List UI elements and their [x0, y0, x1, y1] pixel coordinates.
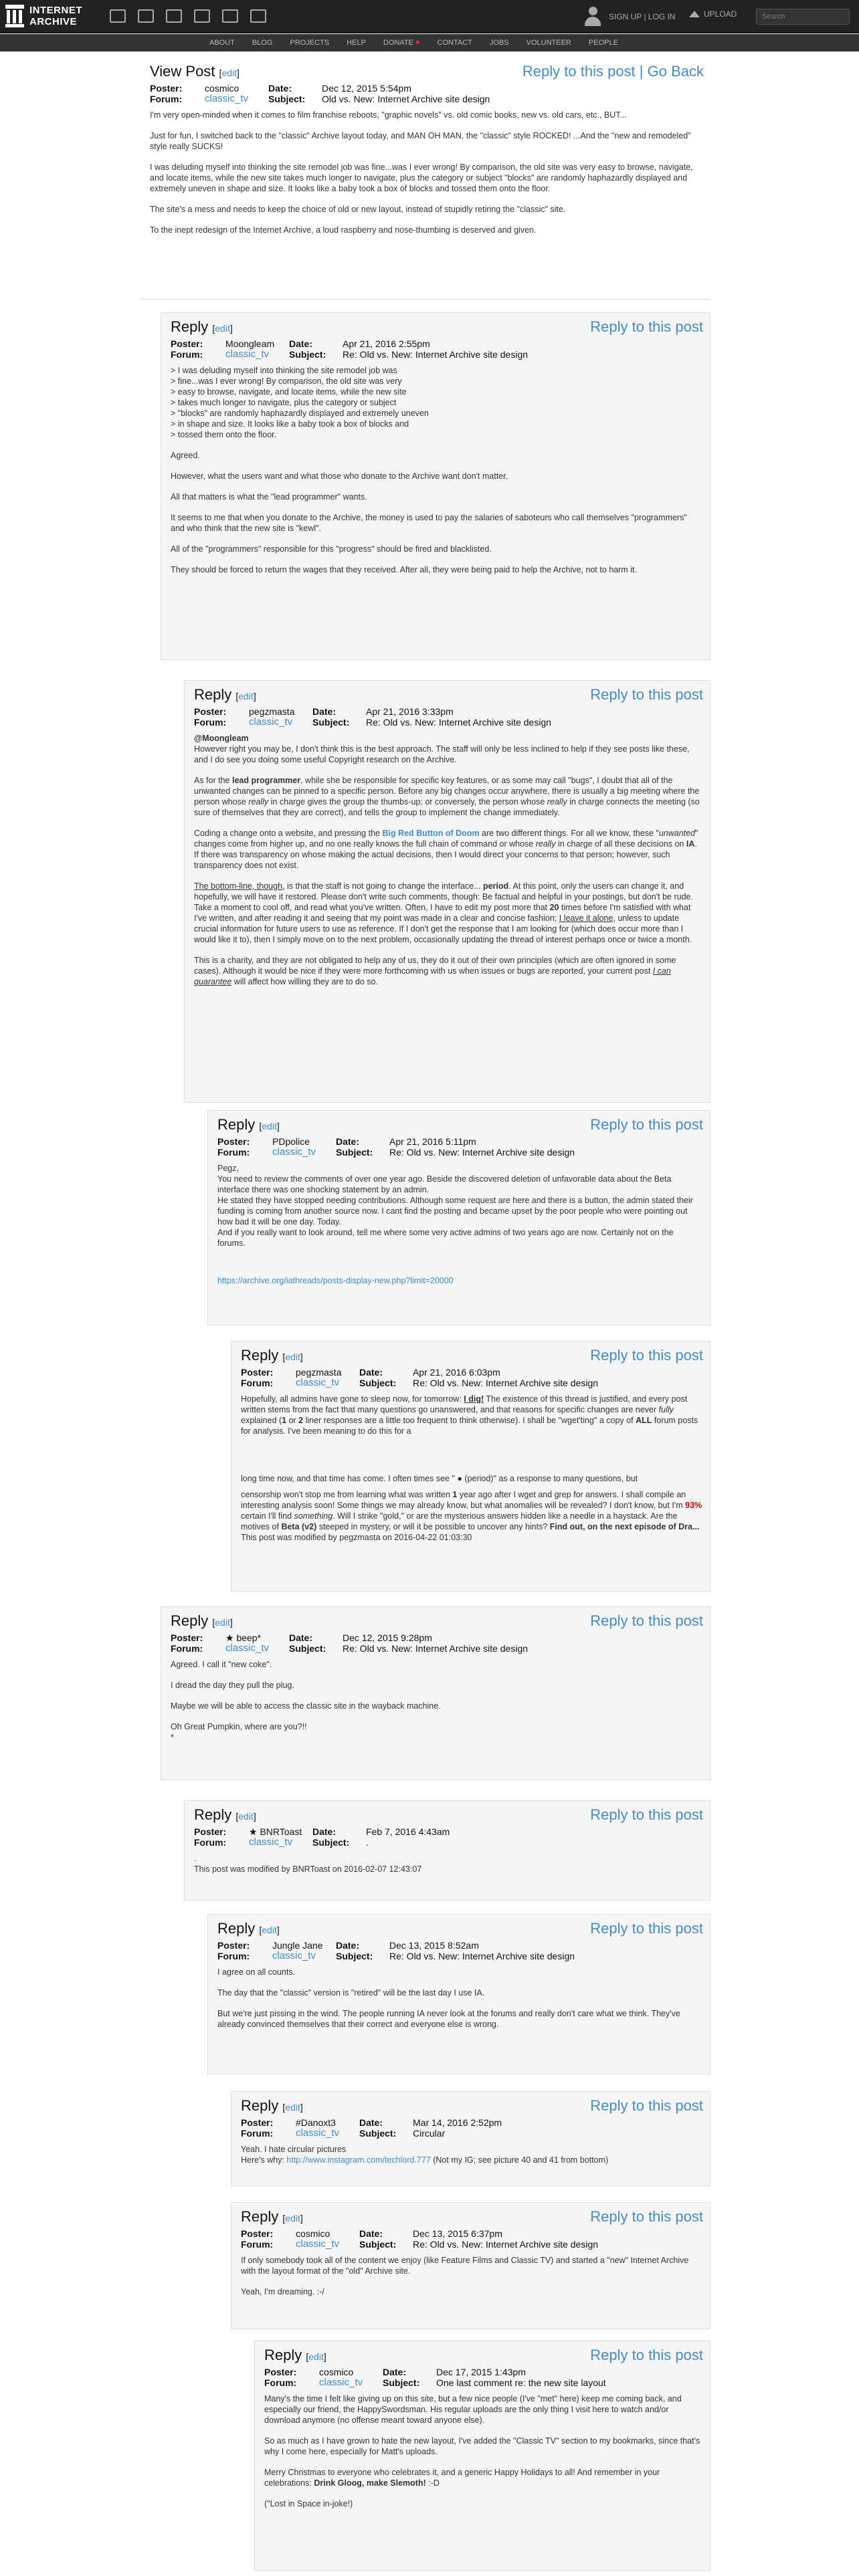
- post-date: Feb 7, 2016 4:43am: [366, 1826, 450, 1837]
- edit-link[interactable]: edit: [238, 691, 254, 702]
- post-body: I agree on all counts. The day that the "classic" version is "retired" will be the last day I use IA. But we're just pissing in the wind. The people running IA never look at the forums and really don't care what we think. They've already convinced themselves that their correct and everyone else is wrong.: [217, 1967, 680, 2029]
- forum-link[interactable]: classic_tv: [225, 1642, 270, 1654]
- post-date: Apr 21, 2016 6:03pm: [413, 1367, 500, 1378]
- reply-to-post-link[interactable]: Reply to this post: [590, 1116, 703, 1133]
- reply-post: Reply [edit] Reply to this post Poster: cosmico Date: Dec 13, 2015 6:37pm Forum: classic_tv Subject: Re: Old vs. New: Internet Archive site design If only somebody took all of the content we enjoy (like Feature Films and Classic TV) and started a "new" Internet Archive with the layout format of the "old" Archive site. Yeah, I'm dreaming. :-/: [231, 2202, 710, 2329]
- post-date: Apr 21, 2016 3:33pm: [366, 706, 454, 717]
- edit-link[interactable]: edit: [285, 2213, 300, 2224]
- post-meta: Poster: #Danoxt3 Date: Mar 14, 2016 2:52pm Forum: classic_tv Subject: Circular: [241, 2117, 703, 2139]
- post-body: Many's the time I felt like giving up on this site, but a few nice people (I've "met" here) keep me coming back, and especially our friend, the HappySwordsman. His regular uploads are the only thing I visit here to watch and/or download anymore (no offense meant toward anyone else). So as much as I have grown to hate the new layout, I've added the "Classic TV" section to my bookmarks, since that's why I come here, especially for Matt's uploads. Merry Christmas to everyone who celebrates it, and a generic Happy Holidays to all! And remember in your celebrations: Drink Gloog, make Slemoth! :-D ("Lost in Space in-joke!): [264, 2394, 700, 2508]
- reply-post: Reply [edit] Reply to this post Poster: cosmico Date: Dec 17, 2015 1:43pm Forum: classic_tv Subject: One last comment re: the new site layout Many's the time I felt like giving up on this site, but a few nice people (I've "met" here) keep me coming back, and especially our friend, the HappySwordsman. His regular uploads are the only thing I visit here to watch and/or download anymore (no offense meant toward anyone else). So as much as I have grown to hate the new layout, I've added the "Classic TV" section to my bookmarks, since that's why I come here, especially for Matt's uploads. Merry Christmas to everyone who celebrates it, and a generic Happy Holidays to all! And remember in your celebrations: Drink Gloog, make Slemoth! :-D ("Lost in Space in-joke!): [254, 2341, 710, 2571]
- reply-post: Reply [edit] Reply to this post Poster: #Danoxt3 Date: Mar 14, 2016 2:52pm Forum: classic_tv Subject: Circular Yeah. I hate circular pictures Here's why: http://www.instagram.com/techlord.777 (Not my IG; see picture 40 and 41 from bottom): [231, 2091, 710, 2186]
- post-meta: Poster: cosmico Date: Dec 13, 2015 6:37pm Forum: classic_tv Subject: Re: Old vs. New: Internet Archive site design: [241, 2228, 703, 2250]
- poster-name: cosmico: [319, 2367, 354, 2377]
- reply-post: Reply [edit] Reply to this post Poster: Jungle Jane Date: Dec 13, 2015 8:52am Forum: classic_tv Subject: Re: Old vs. New: Internet Archive site design I agree on all counts. The day that the "classic" version is "retired" will be the last day I use IA. But we're just pissing in the wind. The people running IA never look at the forums and really don't care what we think. They've already convinced themselves that their correct and everyone else is wrong.: [207, 1914, 710, 2074]
- reply-to-post-link[interactable]: Reply to this post: [590, 2097, 703, 2114]
- nav-blog[interactable]: BLOG: [252, 39, 273, 47]
- audio-icon[interactable]: [194, 9, 210, 23]
- web-icon[interactable]: [110, 9, 126, 23]
- heart-icon: ♥: [415, 39, 420, 47]
- poster-name: pegzmasta: [296, 1367, 342, 1378]
- post-subject: Re: Old vs. New: Internet Archive site design: [389, 1147, 575, 1158]
- post-subject: Re: Old vs. New: Internet Archive site design: [413, 2239, 599, 2250]
- forum-link[interactable]: classic_tv: [225, 348, 270, 360]
- top-bar: [0, 0, 859, 33]
- reply-to-post-link[interactable]: Reply to this post: [590, 1806, 703, 1823]
- post-title: View Post [edit]: [150, 63, 240, 80]
- user-menu[interactable]: [583, 7, 676, 27]
- nav-volunteer[interactable]: VOLUNTEER: [526, 39, 571, 47]
- edit-link[interactable]: edit: [285, 2102, 300, 2113]
- modified-note: This post was modified by pegzmasta on 2016-04-22 01:03:30: [241, 1533, 472, 1542]
- post-date: Apr 21, 2016 2:55pm: [343, 338, 430, 349]
- edit-link[interactable]: edit: [285, 1352, 300, 1362]
- reply-post: Reply [edit] Reply to this post Poster: pegzmasta Date: Apr 21, 2016 6:03pm Forum: classic_tv Subject: Re: Old vs. New: Internet Archive site design Hopefully, all admins have gone to sleep now, for tomorrow: I dig! The existence of this thread is justified, and every post written stems from the fact that many questions go unanswered, and that reasons for specific changes are never fully explained (1 or 2 liner responses are a little too frequent to think otherwise). I shall be "wget'ting" a copy of ALL forum posts for analysis. I've been meaning to do this for a long time now, and that time has come. I often times see " ● (period)" as a response to many questions, but censorship won't stop me from learning what was written 1 year ago after I wget and grep for answers. I shall compile an interesting analysis soon! Some things we may already know, but what anomalies will be revealed? I don't know, but I'm 93% certain I'll find something. Will I strike "gold," or are the mysterious answers hidden like a needle in a haystack. Are the motives of Beta (v2) steeped in mystery, or will it be possible to uncover any hints? Find out, on the next episode of Dra... This post was modified by pegzmasta on 2016-04-22 01:03:30: [231, 1341, 710, 1592]
- modified-note: This post was modified by BNRToast on 2016-02-07 12:43:07: [194, 1864, 422, 1874]
- post-date: Dec 13, 2015 6:37pm: [413, 2228, 502, 2239]
- star-icon: ★: [249, 1826, 258, 1837]
- signup-login-link[interactable]: SIGN UP | LOG IN: [609, 12, 676, 21]
- post-subject: .: [366, 1837, 369, 1848]
- nav-donate[interactable]: [375, 34, 429, 51]
- post-body: If only somebody took all of the content we enjoy (like Feature Films and Classic TV) and started a "new" Internet Archive with the layout format of the "old" Archive site. Yeah, I'm dreaming. :-/: [241, 2256, 689, 2296]
- reply-to-post-link[interactable]: Reply to this post: [590, 686, 703, 703]
- forum-link[interactable]: classic_tv: [249, 716, 293, 728]
- logo-line1: INTERNET: [29, 5, 82, 16]
- star-icon: ★: [225, 1632, 234, 1643]
- reply-to-post-link[interactable]: Reply to this post: [590, 318, 703, 335]
- poster-name: PDpolice: [272, 1136, 310, 1147]
- reply-post: Reply [edit] Reply to this post Poster: ★ BNRToast Date: Feb 7, 2016 4:43am Forum: classic_tv Subject: . . This post was modified by BNRToast on 2016-02-07 12:43:07: [184, 1800, 710, 1901]
- edit-link[interactable]: edit: [262, 1925, 277, 1935]
- archive-url-link[interactable]: https://archive.org/iathreads/posts-display-new.php?limit=20000: [217, 1276, 454, 1285]
- poster-name: Jungle Jane: [272, 1940, 323, 1951]
- post-date: Dec 13, 2015 8:52am: [389, 1940, 479, 1951]
- forum-link[interactable]: classic_tv: [319, 2377, 363, 2388]
- upload-icon: [689, 11, 700, 17]
- post-subject: One last comment re: the new site layout: [436, 2377, 606, 2388]
- user-icon: [583, 7, 602, 27]
- post-date: Mar 14, 2016 2:52pm: [413, 2117, 502, 2128]
- reply-to-post-link[interactable]: Reply to this post: [590, 1920, 703, 1937]
- forum-link[interactable]: classic_tv: [272, 1950, 316, 1961]
- poster-name: Moongleam: [225, 338, 275, 349]
- post-subject: Re: Old vs. New: Internet Archive site design: [389, 1951, 575, 1961]
- post-body: Pegz, You need to review the comments of over one year ago. Beside the discovered deletion of unfavorable data about the Beta interface there was one shocking statement by an admin. He stated they have stopped needing contributions. Although some request are here and there is a button, the admin stated their funding is coming from another source now. I cant find the posting and became upset by the poor people who were pointing out how bad it will be one day. Today. And if you really want to look around, tell me where some very active admins of two years ago are now. Certainly not on the forums. https://archive.org/iathreads/posts-display-new.php?limit=20000: [217, 1164, 693, 1285]
- reply-to-post-link[interactable]: Reply to this post: [522, 63, 636, 80]
- post-meta: Poster: Moongleam Date: Apr 21, 2016 2:55pm Forum: classic_tv Subject: Re: Old vs. New: Internet Archive site design: [171, 338, 703, 360]
- original-post: View Post [edit] Reply to this post | Go Back Poster: cosmico Date: Dec 12, 2015 5:54pm Forum: classic_tv Subject: Old vs. New: Internet Archive site design I'm very open-minded when it comes to film franchise reboots, "graphic novels" vs. old comic books, new vs. old cars, etc., BUT... Just for fun, I switched back to the "classic" Archive layout today, and MAN OH MAN, the "classic" style ROCKED! ...And the "new and remodeled" style really SUCKS! I was deluding myself into thinking the site remodel job was fine...was I ever wrong! By comparison, the old site was very easy to browse, navigate, and locate items, while the new site takes much longer to navigate, plus the category or subject "blocks" are randomly haphazardly displayed and extremely uneven in shape and size. It looks like a baby took a box of blocks and tossed them onto the floor. The site's a mess and needs to keep the choice of old or new layout, instead of stupidly retiring the "classic" site. To the inept redesign of the Internet Archive, a loud raspberry and nose-thumbing is deserved and given.: [140, 58, 710, 300]
- post-meta: Poster: pegzmasta Date: Apr 21, 2016 6:03pm Forum: classic_tv Subject: Re: Old vs. New: Internet Archive site design: [241, 1367, 703, 1388]
- post-date: Dec 12, 2015 9:28pm: [343, 1632, 432, 1643]
- poster-name: ★ BNRToast: [249, 1826, 302, 1837]
- forum-link[interactable]: classic_tv: [205, 93, 249, 104]
- search-input[interactable]: Search: [756, 9, 850, 25]
- nav-jobs[interactable]: JOBS: [489, 39, 509, 47]
- post-meta: Poster: PDpolice Date: Apr 21, 2016 5:11pm Forum: classic_tv Subject: Re: Old vs. New: Internet Archive site design: [217, 1136, 703, 1158]
- nav-projects[interactable]: PROJECTS: [290, 39, 330, 47]
- poster-name: cosmico: [205, 83, 240, 94]
- go-back-link[interactable]: Go Back: [647, 63, 704, 80]
- reply-to-post-link[interactable]: Reply to this post: [590, 2347, 703, 2363]
- post-subject: Re: Old vs. New: Internet Archive site design: [366, 717, 552, 728]
- nav-donate-label: DONATE: [383, 39, 413, 47]
- reply-to-post-link[interactable]: Reply to this post: [590, 1612, 703, 1629]
- post-body: Agreed. I call it "new coke". I dread the day they pull the plug. Maybe we will be able to access the classic site in the wayback machine. Oh Great Pumpkin, where are you?!! *: [171, 1660, 441, 1742]
- nav-people[interactable]: PEOPLE: [588, 39, 618, 47]
- nav-contact[interactable]: CONTACT: [437, 39, 472, 47]
- reply-to-post-link[interactable]: Reply to this post: [590, 2208, 703, 2225]
- post-meta: Poster: cosmico Date: Dec 17, 2015 1:43pm Forum: classic_tv Subject: One last comment re: the new site layout: [264, 2367, 703, 2388]
- post-body: @Moongleam However right you may be, I don't think this is the best approach. The staff will only be less inclined to help if they see posts like these, and I do see you doing some useful Copyright research on the Archive. As for the lead programmer, while she be responsible for specific key features, or as some may call "bugs", I doubt that all of the unwanted changes can be pinned to a specific person. Before any big changes occur anywhere, there is usually a big meeting where the person whose really in charge gives the group the thumbs-up; or conversely, the person whose really in charge connects the meeting (so sure of themselves that they are correct), and tells the group to implement the change immediately. Coding a change onto a website, and pressing the Big Red Button of Doom are two different things. For all we know, these "unwanted" changes come from higher up, and no one really knows the full chain of command or whose really in charge of all these decisions on IA. If there was transparency on whose making the actual decisions, then I would direct your concerns to that person; however, such transparency does not exist. The bottom-line, though, is that the staff is not going to change the interface... period. At this point, only the users can change it, and hopefully, we will have it restored. Please don't write such comments, though: Be factual and helpful in your postings, but don't be rude. Take a moment to cool off, and read what you've written. Often, I have to edit my post more that 20 times before I'm satisfied with what I've written, and after reading it and seeing that my point was made in a clear and concise fashion; I leave it alone, unless to update crucial information for future users to use as reference. If I don't get the response that I am looking for (which does occur more than I would like it to), then I simply move on to the next problem, occasionally updating the thread of interest perhaps once or twice a month. This is a charity, and they are not obligated to help any of us, they do it out of their own principles (which are often ignored in some cases). Although it would be nice if they were more forthcoming with us when issues or bugs are reported, your current post I can guarantee will affect how willing they are to do so.: [194, 734, 700, 986]
- forum-link[interactable]: classic_tv: [296, 2238, 340, 2250]
- forum-link[interactable]: classic_tv: [296, 1377, 340, 1388]
- poster-name: ★ beep*: [225, 1632, 262, 1643]
- video-icon[interactable]: [166, 9, 182, 23]
- post-subject: Circular: [413, 2128, 446, 2139]
- post-body: > I was deluding myself into thinking the site remodel job was > fine...was I ever wrong! By comparison, the old site was very > easy to browse, navigate, and locate items, while the new site > takes much longer to navigate, plus the category or subject > "blocks" are randomly haphazardly displayed and extremely uneven > in shape and size. It looks like a baby took a box of blocks and > tossed them onto the floor. Agreed. However, what the users want and what those who donate to the Archive want don't matter. All that matters is what the "lead programmer" wants. It seems to me that when you donate to the Archive, the money is used to pay the salaries of saboteurs who call themselves "programmers" and who think that the new site is "kewl". All of the "programmers" responsible for this "progress" should be fired and blacklisted. They should be forced to return the wages that they received. After all, they were being paid to help the Archive, not to harm it.: [171, 366, 687, 574]
- upload-label: UPLOAD: [704, 9, 737, 19]
- post-meta: Poster: cosmico Date: Dec 12, 2015 5:54pm Forum: classic_tv Subject: Old vs. New: Internet Archive site design: [150, 83, 704, 104]
- poster-name: #Danoxt3: [296, 2117, 336, 2128]
- post-subject: Old vs. New: Internet Archive site design: [322, 94, 490, 104]
- upload-button[interactable]: [689, 9, 737, 19]
- forum-link[interactable]: classic_tv: [296, 2127, 340, 2139]
- forum-link[interactable]: classic_tv: [272, 1146, 316, 1158]
- software-icon[interactable]: [222, 9, 238, 23]
- reply-to-post-link[interactable]: Reply to this post: [590, 1347, 703, 1364]
- reply-post: Reply [edit] Reply to this post Poster: Moongleam Date: Apr 21, 2016 2:55pm Forum: classic_tv Subject: Re: Old vs. New: Internet Archive site design > I was deluding myself into thinking the site remodel job was > fine...was I ever wrong! By comparison, the old site was very > easy to browse, navigate, and locate items, while the new site > takes much longer to navigate, plus the category or subject > "blocks" are randomly haphazardly displayed and extremely uneven > in shape and size. It looks like a baby took a box of blocks and > tossed them onto the floor. Agreed. However, what the users want and what those who donate to the Archive want don't matter. All that matters is what the "lead programmer" wants. It seems to me that when you donate to the Archive, the money is used to pay the salaries of saboteurs who call themselves "programmers" and who think that the new site is "kewl". All of the "programmers" responsible for this "progress" should be fired and blacklisted. They should be forced to return the wages that they received. After all, they were being paid to help the Archive, not to harm it.: [161, 312, 710, 660]
- logo-line2: ARCHIVE: [29, 16, 78, 27]
- post-meta: Poster: Jungle Jane Date: Dec 13, 2015 8:52am Forum: classic_tv Subject: Re: Old vs. New: Internet Archive site design: [217, 1940, 703, 1961]
- edit-link[interactable]: edit: [308, 2351, 324, 2362]
- reply-post: Reply [edit] Reply to this post Poster: PDpolice Date: Apr 21, 2016 5:11pm Forum: classic_tv Subject: Re: Old vs. New: Internet Archive site design Pegz, You need to review the comments of over one year ago. Beside the discovered deletion of unfavorable data about the Beta interface there was one shocking statement by an admin. He stated they have stopped needing contributions. Although some request are here and there is a button, the admin stated their funding is coming from another source now. I cant find the posting and became upset by the poor people who were pointing out how bad it will be one day. Today. And if you really want to look around, tell me where some very active admins of two years ago are now. Certainly not on the forums. https://archive.org/iathreads/posts-display-new.php?limit=20000: [207, 1110, 710, 1325]
- post-date: Dec 17, 2015 1:43pm: [436, 2367, 526, 2377]
- post-date: Dec 12, 2015 5:54pm: [322, 83, 411, 94]
- edit-link[interactable]: edit: [215, 1617, 230, 1628]
- reply-post: Reply [edit] Reply to this post Poster: ★ beep* Date: Dec 12, 2015 9:28pm Forum: classic_tv Subject: Re: Old vs. New: Internet Archive site design Agreed. I call it "new coke". I dread the day they pull the plug. Maybe we will be able to access the classic site in the wayback machine. Oh Great Pumpkin, where are you?!! *: [161, 1606, 710, 1780]
- poster-name: cosmico: [296, 2228, 330, 2239]
- edit-link[interactable]: edit: [238, 1811, 254, 1822]
- nav-help[interactable]: HELP: [347, 39, 366, 47]
- post-meta: Poster: ★ BNRToast Date: Feb 7, 2016 4:43am Forum: classic_tv Subject: .: [194, 1826, 703, 1848]
- internet-archive-logo[interactable]: [5, 5, 82, 27]
- post-subject: Re: Old vs. New: Internet Archive site design: [413, 1378, 599, 1388]
- post-date: Apr 21, 2016 5:11pm: [389, 1136, 476, 1147]
- edit-link[interactable]: edit: [215, 323, 230, 334]
- post-body: Yeah. I hate circular pictures Here's why: http://www.instagram.com/techlord.777 (Not my IG; see picture 40 and 41 from bottom): [241, 2145, 609, 2165]
- post-meta: Poster: ★ beep* Date: Dec 12, 2015 9:28pm Forum: classic_tv Subject: Re: Old vs. New: Internet Archive site design: [171, 1632, 703, 1654]
- texts-icon[interactable]: [138, 9, 154, 23]
- reply-post: Reply [edit] Reply to this post Poster: pegzmasta Date: Apr 21, 2016 3:33pm Forum: classic_tv Subject: Re: Old vs. New: Internet Archive site design @Moongleam However right you may be, I don't think this is the best approach. The staff will only be less inclined to help if they see posts like these, and I do see you doing some useful Copyright research on the Archive. As for the lead programmer, while she be responsible for specific key features, or as some may call "bugs", I doubt that all of the unwanted changes can be pinned to a specific person. Before any big changes occur anywhere, there is usually a big meeting where the person whose really in charge gives the group the thumbs-up; or conversely, the person whose really in charge connects the meeting (so sure of themselves that they are correct), and tells the group to implement the change immediately. Coding a change onto a website, and pressing the Big Red Button of Doom are two different things. For all we know, these "unwanted" changes come from higher up, and no one really knows the full chain of command or whose really in charge of all these decisions on IA. If there was transparency on whose making the actual decisions, then I would direct your concerns to that person; however, such transparency does not exist. The bottom-line, though, is that the staff is not going to change the interface... period. At this point, only the users can change it, and hopefully, we will have it restored. Please don't write such comments, though: Be factual and helpful in your postings, but don't be rude. Take a moment to cool off, and read what you've written. Often, I have to edit my post more that 20 times before I'm satisfied with what I've written, and after reading it and seeing that my point was made in a clear and concise fashion; I leave it alone, unless to update crucial information for future users to use as reference. If I don't get the response that I am looking for (which does occur more than I would like it to), then I simply move on to the next problem, occasionally updating the thread of interest perhaps once or twice a month. This is a charity, and they are not obligated to help any of us, they do it out of their own principles (which are often ignored in some cases). Although it would be nice if they were more forthcoming with us when issues or bugs are reported, your current post I can guarantee will affect how willing they are to do so.: [184, 680, 710, 1103]
- post-body: I'm very open-minded when it comes to film franchise reboots, "graphic novels" vs. old comic books, new vs. old cars, etc., BUT... Just for fun, I switched back to the "classic" Archive layout today, and MAN OH MAN, the "classic" style ROCKED! ...And the "new and remodeled" style really SUCKS! I was deluding myself into thinking the site remodel job was fine...was I ever wrong! By comparison, the old site was very easy to browse, navigate, and locate items, while the new site takes much longer to navigate, plus the category or subject "blocks" are randomly haphazardly displayed and extremely uneven in shape and size. It looks like a baby took a box of blocks and tossed them onto the floor. The site's a mess and needs to keep the choice of old or new layout, instead of stupidly retiring the "classic" site. To the inept redesign of the Internet Archive, a loud raspberry and nose-thumbing is deserved and given.: [150, 110, 693, 235]
- poster-name: pegzmasta: [249, 706, 295, 717]
- edit-link[interactable]: edit: [262, 1121, 277, 1132]
- post-subject: Re: Old vs. New: Internet Archive site design: [343, 1643, 529, 1654]
- forum-link[interactable]: classic_tv: [249, 1836, 293, 1848]
- temple-icon: [5, 5, 24, 27]
- edit-link[interactable]: edit: [221, 68, 237, 78]
- instagram-link[interactable]: http://www.instagram.com/techlord.777: [286, 2155, 431, 2165]
- nav-bar: [0, 34, 859, 51]
- images-icon[interactable]: [250, 9, 266, 23]
- post-body: . This post was modified by BNRToast on 2016-02-07 12:43:07: [194, 1853, 703, 1874]
- nav-about[interactable]: ABOUT: [209, 39, 235, 47]
- post-body: Hopefully, all admins have gone to sleep now, for tomorrow: I dig! The existence of this thread is justified, and every post written stems from the fact that many questions go unanswered, and that reasons for specific changes are never fully explained (1 or 2 liner responses are a little too frequent to think otherwise). I shall be "wget'ting" a copy of ALL forum posts for analysis. I've been meaning to do this for a long time now, and that time has come. I often times see " ● (period)" as a response to many questions, but censorship won't stop me from learning what was written 1 year ago after I wget and grep for answers. I shall compile an interesting analysis soon! Some things we may already know, but what anomalies will be revealed? I don't know, but I'm 93% certain I'll find something. Will I strike "gold," or are the mysterious answers hidden like a needle in a haystack. Are the motives of Beta (v2) steeped in mystery, or will it be possible to uncover any hints? Find out, on the next episode of Dra... This post was modified by pegzmasta on 2016-04-22 01:03:30: [241, 1394, 702, 1542]
- post-meta: Poster: pegzmasta Date: Apr 21, 2016 3:33pm Forum: classic_tv Subject: Re: Old vs. New: Internet Archive site design: [194, 706, 703, 728]
- post-subject: Re: Old vs. New: Internet Archive site design: [343, 349, 529, 360]
